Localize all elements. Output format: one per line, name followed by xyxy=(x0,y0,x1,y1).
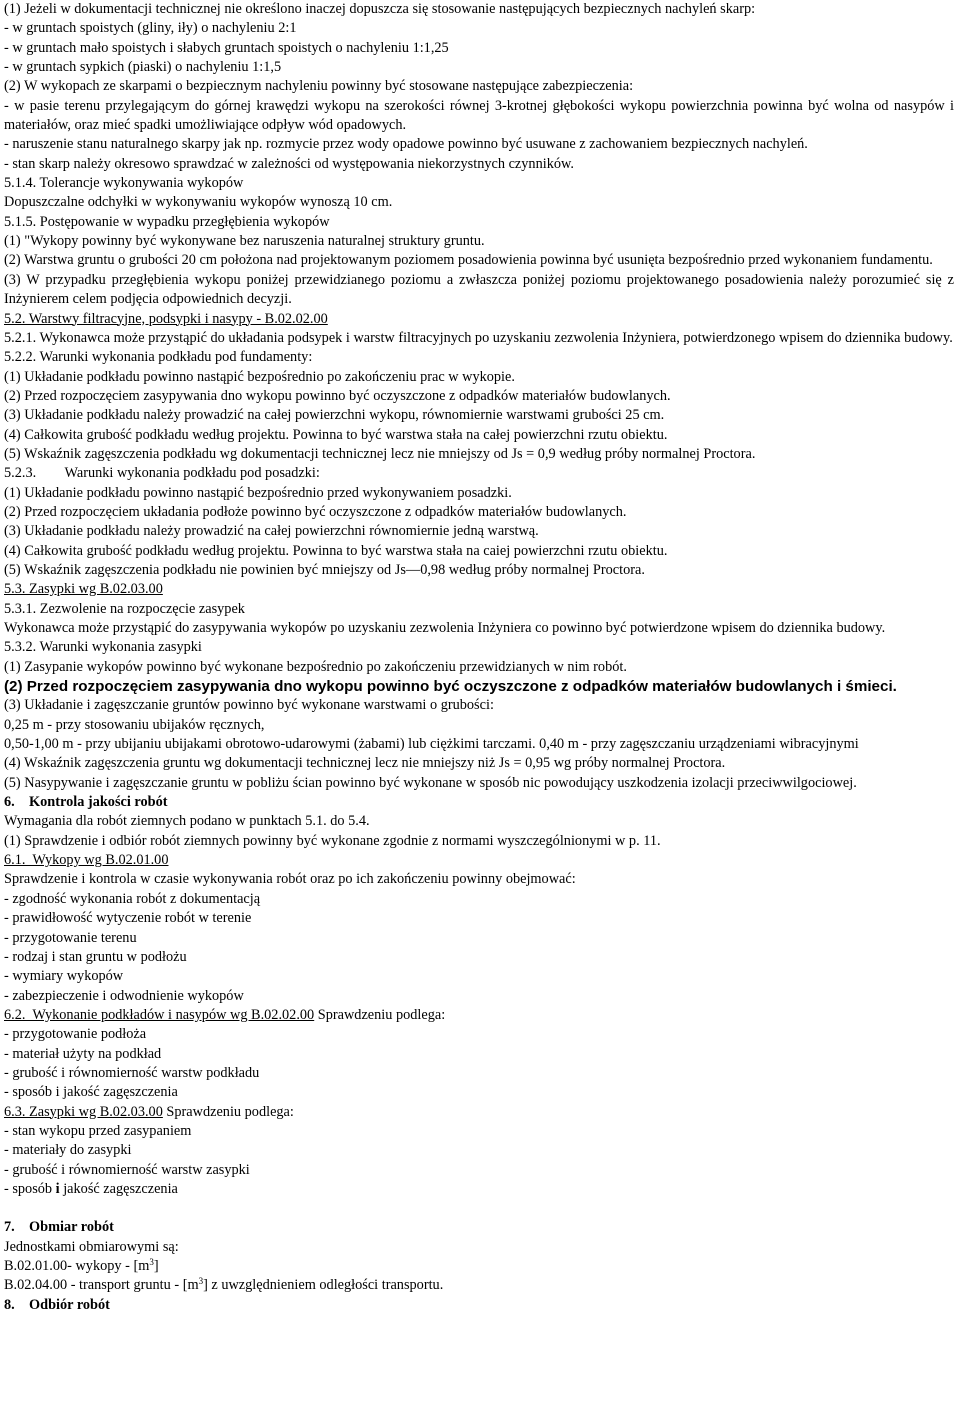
list-item: - przygotowanie podłoża xyxy=(4,1026,147,1043)
paragraph: (2) W wykopach ze skarpami o bezpiecznym nachyleniu powinny być stosowane następujące zabezpieczenia: xyxy=(4,78,634,95)
list-item: 0,25 m - przy stosowaniu ubijaków ręcznych, xyxy=(4,716,265,733)
heading-6-3 xyxy=(4,1103,954,1122)
heading-5-2: 5.2. Warstwy filtracyjne, podsypki i nasypy - B.02.02.00 xyxy=(4,310,328,327)
heading-6-2-title: 6.2. Wykonanie podkładów i nasypów wg B.02.02.00 xyxy=(4,1006,315,1023)
heading-5-3-1: 5.3.1. Zezwolenie na rozpoczęcie zasypek xyxy=(4,600,245,617)
paragraph: (3) W przypadku przegłębienia wykopu poniżej przewidzianego poziomu a zwłaszcza poniżej poziomu projektowanego posadowienia należy porozumieć się z Inżynierem celem podjęcia odpowiednich decyzji. xyxy=(4,271,954,308)
heading-5-2-3: 5.2.3. Warunki wykonania podkładu pod posadzki: xyxy=(4,465,320,482)
heading-6-3-tail: Sprawdzeniu podlega: xyxy=(162,1103,294,1120)
list-item: (5) Nasypywanie i zagęszczanie gruntu w pobliżu ścian powinno być wykonane w sposób nic powodujący uszkodzenia izolacji przeciwwilgociowej. xyxy=(4,774,857,791)
unit-superscript: 3 xyxy=(198,1276,204,1287)
paragraph: (1) "Wykopy powinny być wykonywane bez naruszenia naturalnej struktury gruntu. xyxy=(4,233,485,250)
unit-text: ] z uwzględnieniem odległości transportu. xyxy=(203,1277,444,1294)
unit-line xyxy=(4,1257,954,1276)
list-item: - stan wykopu przed zasypaniem xyxy=(4,1122,192,1139)
list-item: - sposób i jakość zagęszczenia xyxy=(4,1084,178,1101)
unit-line xyxy=(4,1276,954,1295)
list-item: (1) Układanie podkładu powinno nastąpić bezpośrednio po zakończeniu prac w wykopie. xyxy=(4,368,515,385)
list-item: - zabezpieczenie i odwodnienie wykopów xyxy=(4,987,244,1004)
list-item: - przygotowanie terenu xyxy=(4,929,137,946)
list-item-bold: i xyxy=(55,1180,60,1197)
heading-5-3-2: 5.3.2. Warunki wykonania zasypki xyxy=(4,639,202,656)
list-item: (2) Przed rozpoczęciem zasypywania dno wykopu powinno być oczyszczone z odpadków materiałów budowlanych. xyxy=(4,387,671,404)
heading-6-2 xyxy=(4,1006,954,1025)
list-item: - materiały do zasypki xyxy=(4,1142,132,1159)
paragraph: Dopuszczalne odchyłki w wykonywaniu wykopów wynoszą 10 cm. xyxy=(4,194,393,211)
list-item: - wymiary wykopów xyxy=(4,968,124,985)
heading-6: 6. Kontrola jakości robót xyxy=(4,794,168,811)
unit-superscript: 3 xyxy=(149,1257,154,1267)
list-item: - w gruntach mało spoistych i słabych gruntach spoistych o nachyleniu 1:1,25 xyxy=(4,39,449,56)
list-item: 0,50-1,00 m - przy ubijaniu ubijakami obrotowo-udarowymi (żabami) lub ciężkimi tarczami. 0,40 m - przy zagęszczaniu urządzeniami wibracyjnymi xyxy=(4,736,859,753)
heading-6-1: 6.1. Wykopy wg B.02.01.00 xyxy=(4,852,169,869)
heading-5-3: 5.3. Zasypki wg B.02.03.00 xyxy=(4,581,163,598)
paragraph-5-2-1: 5.2.1. Wykonawca może przystąpić do układania podsypek i warstw filtracyjnych po uzyskaniu zezwolenia Inżyniera, potwierdzonego wpisem do dziennika budowy. xyxy=(4,329,953,346)
heading-5-1-4: 5.1.4. Tolerancje wykonywania wykopów xyxy=(4,175,244,192)
heading-6-3-title: 6.3. Zasypki wg B.02.03.00 xyxy=(4,1103,163,1120)
unit-text: B.02.04.00 - transport gruntu - [m xyxy=(4,1277,199,1294)
heading-8: 8. Odbiór robót xyxy=(4,1296,110,1313)
paragraph: (2) Warstwa gruntu o grubości 20 cm położona nad projektowanym poziomem posadowienia powinna być usunięta bezpośrednio przed wykonaniem fundamentu. xyxy=(4,252,933,269)
list-item: (4) Całkowita grubość podkładu według projektu. Powinna to być warstwa stała na całej powierzchni rzutu obiektu. xyxy=(4,426,668,443)
heading-7: 7. Obmiar robót xyxy=(4,1219,114,1236)
list-item xyxy=(4,1180,954,1199)
list-item: (5) Wskaźnik zagęszczenia podkładu wg dokumentacji technicznej lecz nie mniejszy od Js = 0,9 według próby normalnej Proctora. xyxy=(4,445,756,462)
list-item: (3) Układanie podkładu należy prowadzić na całej powierzchni wykopu, równomiernie warstwami grubości 25 cm. xyxy=(4,407,665,424)
paragraph: Jednostkami obmiarowymi są: xyxy=(4,1238,179,1255)
list-item: - w pasie terenu przylegającym do górnej krawędzi wykopu na szerokości równej 3-krotnej głębokości wykopu powierzchnia powinna być wolna od nasypów i materiałów, oraz mieć spadki umożliwiające odpływ wód opadowych. xyxy=(4,97,954,134)
heading-5-2-2: 5.2.2. Warunki wykonania podkładu pod fundamenty: xyxy=(4,349,313,366)
list-item: - grubość i równomierność warstw zasypki xyxy=(4,1161,250,1178)
spacer xyxy=(4,1199,954,1218)
list-item: - rodzaj i stan gruntu w podłożu xyxy=(4,948,187,965)
unit-text: B.02.01.00- wykopy - [m xyxy=(4,1258,150,1274)
paragraph-5-1-slopes: (1) Jeżeli w dokumentacji technicznej nie określono inaczej dopuszcza się stosowanie następujących bezpiecznych nachyleń skarp: xyxy=(4,1,756,17)
heading-5-1-5: 5.1.5. Postępowanie w wypadku przegłębienia wykopów xyxy=(4,213,330,230)
list-item-text: - sposób xyxy=(4,1180,56,1197)
list-item: - grubość i równomierność warstw podkładu xyxy=(4,1064,260,1081)
list-item: (3) Układanie podkładu należy prowadzić na całej powierzchni równomiernie jedną warstwą. xyxy=(4,523,539,540)
heading-6-2-tail: Sprawdzeniu podlega: xyxy=(314,1006,446,1023)
list-item: (2) Przed rozpoczęciem układania podłoże powinno być oczyszczone z odpadków materiałów budowlanych. xyxy=(4,503,627,520)
list-item-emphasized: (2) Przed rozpoczęciem zasypywania dno wykopu powinno być oczyszczone z odpadków materiałów budowlanych i śmieci. xyxy=(4,678,897,696)
unit-text: ] xyxy=(153,1258,159,1274)
list-item: (1) Zasypanie wykopów powinno być wykonane bezpośrednio po zakończeniu przewidzianych w nim robót. xyxy=(4,658,627,675)
list-item: - w gruntach sypkich (piaski) o nachyleniu 1:1,5 xyxy=(4,59,282,76)
paragraph: Sprawdzenie i kontrola w czasie wykonywania robót oraz po ich zakończeniu powinny obejmować: xyxy=(4,871,576,888)
paragraph: Wykonawca może przystąpić do zasypywania wykopów po uzyskaniu zezwolenia Inżyniera co powinno być potwierdzone wpisem do dziennika budowy. xyxy=(4,620,886,636)
list-item: - w gruntach spoistych (gliny, iły) o nachyleniu 2:1 xyxy=(4,20,297,37)
list-item: (4) Całkowita grubość podkładu według projektu. Powinna to być warstwa stała na caiej powierzchni rzutu obiektu. xyxy=(4,542,668,559)
list-item: (4) Wskaźnik zagęszczenia gruntu wg dokumentacji technicznej lecz nie mniejszy niż Js = 0,95 wg próby normalnej Proctora. xyxy=(4,755,726,772)
list-item: - materiał użyty na podkład xyxy=(4,1045,162,1062)
list-item: - zgodność wykonania robót z dokumentacją xyxy=(4,890,261,907)
list-item: - stan skarp należy okresowo sprawdzać w zależności od występowania niekorzystnych czynników. xyxy=(4,155,574,172)
list-item: (1) Układanie podkładu powinno nastąpić bezpośrednio przed wykonywaniem posadzki. xyxy=(4,484,512,501)
list-item: (5) Wskaźnik zagęszczenia podkładu nie powinien być mniejszy od Js—0,98 według próby normalnej Proctora. xyxy=(4,561,645,578)
list-item: (3) Układanie i zagęszczanie gruntów powinno być wykonane warstwami o grubości: xyxy=(4,697,494,714)
list-item-text: jakość zagęszczenia xyxy=(59,1180,178,1197)
list-item: - prawidłowość wytyczenie robót w terenie xyxy=(4,910,252,927)
paragraph: Wymagania dla robót ziemnych podano w punktach 5.1. do 5.4. xyxy=(4,813,370,830)
paragraph: (1) Sprawdzenie i odbiór robót ziemnych powinny być wykonane zgodnie z normami wyszczególnionymi w p. 11. xyxy=(4,832,661,849)
list-item: - naruszenie stanu naturalnego skarpy jak np. rozmycie przez wody opadowe powinno być usuwane z zachowaniem bezpiecznych nachyleń. xyxy=(4,136,808,153)
